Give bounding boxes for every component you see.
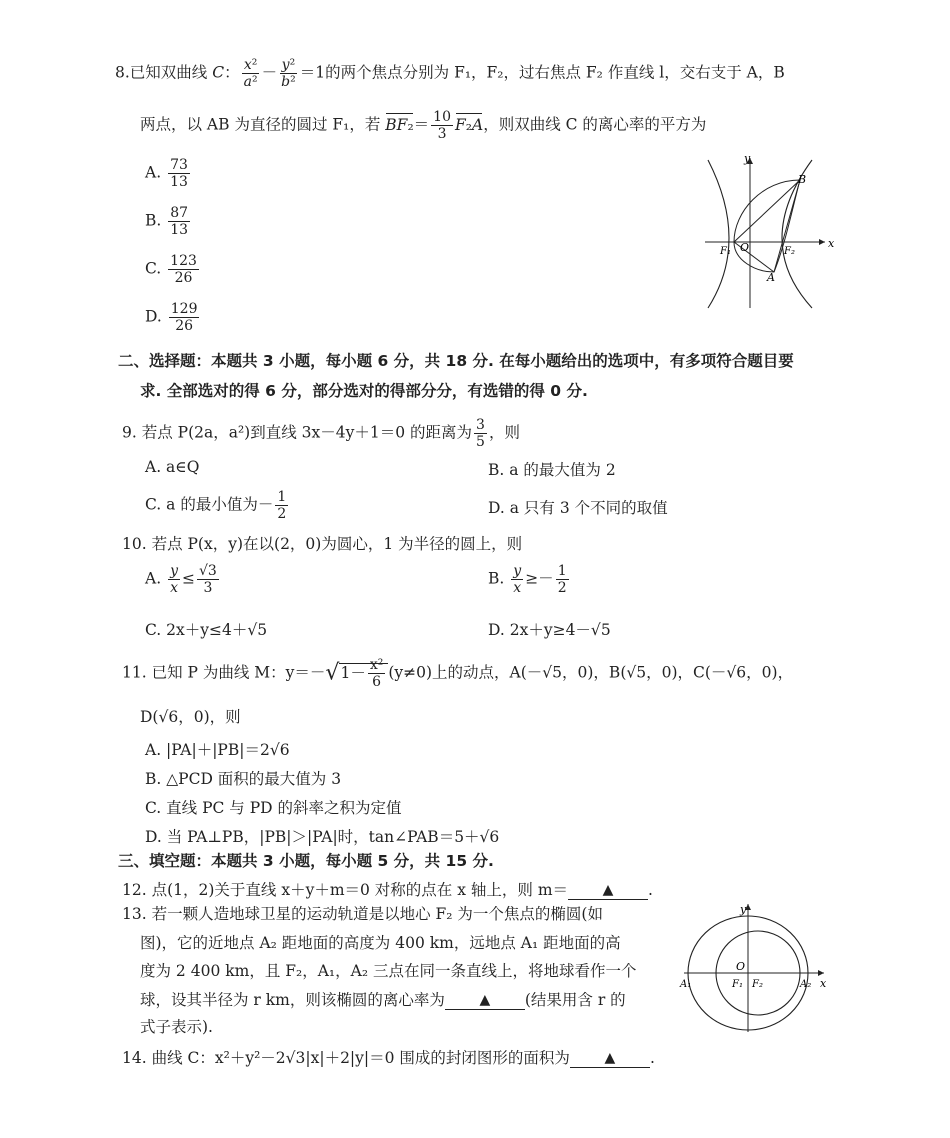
q14-stem-end: . bbox=[649, 1049, 655, 1068]
hyperbola-left-branch bbox=[708, 160, 729, 308]
label-f1: F₁ bbox=[720, 246, 731, 257]
q8-vector-f2a: F₂A bbox=[455, 115, 484, 134]
label-f1: F₁ bbox=[732, 979, 743, 990]
label-x: x bbox=[828, 237, 835, 250]
q9-option-a[interactable]: A. a∈Q bbox=[145, 458, 200, 476]
q9-option-b[interactable]: B. a 的最大值为 2 bbox=[488, 461, 616, 479]
label-f2: F₂ bbox=[784, 246, 795, 257]
label-x: x bbox=[820, 977, 827, 990]
q9-frac-den: 5 bbox=[476, 434, 485, 450]
label-f2: F₂ bbox=[752, 979, 763, 990]
q13-line4 bbox=[140, 990, 626, 1010]
q11-option-b[interactable]: B. △PCD 面积的最大值为 3 bbox=[145, 770, 342, 788]
triangle-icon: ▲ bbox=[604, 1050, 616, 1066]
q10-option-a[interactable]: A. $\frac{y}{x}$ ≤ $\frac{√3}{3}$ bbox=[145, 563, 217, 596]
q8-line1: 8.已知双曲线 C： $\frac{\text{x²}}{\text{a²}}$ － $\frac{\text{y²}}{\text{b²}}$ ＝1的两个焦点分别为 F₁，F₂，过右焦点 F₂ 作直线 l，交右支于 A，B bbox=[115, 57, 785, 90]
q9-option-c[interactable] bbox=[145, 490, 290, 521]
label-o: O bbox=[736, 960, 746, 973]
q13-line5: 式子表示). bbox=[140, 1018, 213, 1036]
q8-text-d: 两点，以 AB 为直径的圆过 F₁，若 bbox=[140, 115, 381, 134]
q13-answer-blank[interactable] bbox=[445, 990, 525, 1010]
option-den: 26 bbox=[174, 270, 193, 286]
q10-a-den: 3 bbox=[203, 580, 213, 596]
label-y: y bbox=[744, 152, 751, 165]
q10-option-c[interactable]: C. 2x＋y≤4＋√5 bbox=[145, 621, 268, 639]
q14-stem-text: 14. 曲线 C：x²＋y²－2√3|x|＋2|y|＝0 围成的封闭图形的面积为 bbox=[122, 1049, 570, 1068]
q8-frac-y: $\frac{\text{y²}}{\text{b²}}$ bbox=[281, 57, 296, 90]
q11-option-c[interactable]: C. 直线 PC 与 PD 的斜率之积为定值 bbox=[145, 799, 402, 817]
label-a2: A₂ bbox=[800, 979, 812, 990]
x-axis-arrow bbox=[818, 970, 824, 976]
q8-option-a[interactable] bbox=[145, 158, 192, 189]
segment-ab bbox=[774, 180, 800, 272]
q8-line2: 两点，以 AB 为直径的圆过 F₁，若 BF₂＝ $\frac{10}{3}$ F₂A，则双曲线 C 的离心率的平方为 bbox=[140, 109, 707, 142]
q13-line4-end: (结果用含 r 的 bbox=[524, 991, 626, 1010]
q8-option-c[interactable] bbox=[145, 254, 201, 285]
q10-b-num: 1 bbox=[557, 563, 567, 579]
q9-stem-text: 9. 若点 P(2a，a²)到直线 3x－4y＋1＝0 的距离为 bbox=[122, 423, 473, 442]
q8-frac-10-3: $\frac{10}{3}$ bbox=[433, 109, 451, 142]
q10-a-num: √3 bbox=[198, 563, 217, 579]
q8-curve-name: C bbox=[212, 63, 225, 82]
q8-number: 8. bbox=[115, 63, 130, 82]
label-y: y bbox=[740, 903, 747, 916]
triangle-icon: ▲ bbox=[602, 882, 614, 898]
option-num: 123 bbox=[170, 253, 197, 269]
x-axis-arrow bbox=[819, 239, 825, 245]
circle-ab bbox=[734, 180, 800, 272]
triangle-icon: ▲ bbox=[479, 992, 491, 1008]
option-den: 13 bbox=[170, 222, 189, 238]
q10-b-relation: ≥－ bbox=[525, 569, 554, 588]
q10-option-b[interactable]: B. $\frac{y}{x}$ ≥－ $\frac{1}{2}$ bbox=[488, 563, 567, 596]
option-num: 73 bbox=[170, 157, 188, 173]
option-label: D. bbox=[145, 307, 162, 326]
q10-option-d[interactable]: D. 2x＋y≥4－√5 bbox=[488, 621, 611, 639]
option-den: 26 bbox=[175, 318, 194, 334]
q8-text-a: 已知双曲线 bbox=[129, 63, 208, 82]
q12-stem bbox=[122, 880, 653, 900]
q9-stem bbox=[122, 418, 520, 449]
q13-line1: 13. 若一颗人造地球卫星的运动轨道是以地心 F₂ 为一个焦点的椭圆(如 bbox=[122, 905, 603, 923]
q9-c-num: 1 bbox=[277, 489, 287, 505]
q9-stem-end: ，则 bbox=[488, 423, 520, 442]
option-num: 129 bbox=[170, 301, 198, 317]
q8-option-b[interactable] bbox=[145, 206, 192, 237]
option-label: A. bbox=[145, 569, 162, 588]
q8-text-b: 的两个焦点分别为 bbox=[325, 63, 450, 82]
q14-answer-blank[interactable] bbox=[570, 1048, 650, 1068]
q11-root-den: 6 bbox=[372, 674, 382, 690]
q8-option-d[interactable] bbox=[145, 302, 201, 333]
q13-orbit-figure bbox=[676, 898, 830, 1036]
q11-option-a[interactable]: A. |PA|＋|PB|＝2√6 bbox=[145, 741, 290, 759]
section-2-header-line1: 二、选择题：本题共 3 小题，每小题 6 分，共 18 分. 在每小题给出的选项中，有多项符合题目要 bbox=[118, 352, 794, 370]
q12-stem-end: . bbox=[648, 881, 653, 900]
q8-hyperbola-figure bbox=[700, 150, 840, 312]
q11-stem-b: (y≠0)上的动点，A(－√5，0)，B(√5，0)，C(－√6，0)， bbox=[388, 663, 794, 682]
label-a: A bbox=[767, 271, 775, 284]
q11-line2: D(√6，0)，则 bbox=[140, 708, 241, 726]
option-label: B. bbox=[488, 569, 505, 588]
option-num: 87 bbox=[170, 205, 189, 221]
section-2-header-line2: 求. 全部选对的得 6 分，部分选对的得部分分，有选错的得 0 分. bbox=[140, 382, 588, 400]
q10-a-relation: ≤ bbox=[181, 569, 195, 588]
option-label: C. bbox=[145, 259, 162, 278]
q11-option-d[interactable]: D. 当 PA⊥PB，|PB|＞|PA|时，tan∠PAB＝5＋√6 bbox=[145, 828, 500, 846]
label-a1: A₁ bbox=[680, 979, 692, 990]
q10-b-den: 2 bbox=[557, 580, 567, 596]
q13-line2: 图)，它的近地点 A₂ 距地面的高度为 400 km，远地点 A₁ 距地面的高 bbox=[140, 934, 621, 952]
q13-line3: 度为 2 400 km，且 F₂，A₁，A₂ 三点在同一条直线上，将地球看作一个 bbox=[140, 962, 637, 980]
q12-stem-text: 12. 点(1，2)关于直线 x＋y＋m＝0 对称的点在 x 轴上，则 m＝ bbox=[122, 881, 569, 900]
q8-frac-x: $\frac{\text{x²}}{\text{a²}}$ bbox=[243, 57, 258, 90]
q11-stem: 11. 已知 P 为曲线 M：y＝－√1－ $\frac{\text{x²}}{6}$ (y≠0)上的动点，A(－√5，0)，B(√5，0)，C(－√6，0)， bbox=[122, 657, 794, 690]
section-3-header: 三、填空题：本题共 3 小题，每小题 5 分，共 15 分. bbox=[118, 852, 494, 870]
q9-c-den: 2 bbox=[277, 506, 287, 522]
q13-line4-text: 球，设其半径为 r km，则该椭圆的离心率为 bbox=[140, 991, 445, 1010]
option-den: 13 bbox=[170, 174, 188, 190]
q12-answer-blank[interactable] bbox=[568, 880, 648, 900]
q9-frac-num: 3 bbox=[476, 417, 485, 433]
q8-vector-bf2: BF₂ bbox=[385, 115, 414, 134]
q11-stem-a: 11. 已知 P 为曲线 M：y＝－ bbox=[122, 663, 326, 682]
q10-stem: 10. 若点 P(x，y)在以(2，0)为圆心，1 为半径的圆上，则 bbox=[122, 535, 523, 553]
q11-root-num: x² bbox=[369, 657, 384, 673]
q8-text-c: ，过右焦点 F₂ 作直线 l，交右支于 A，B bbox=[503, 63, 785, 82]
q9-option-d[interactable]: D. a 只有 3 个不同的取值 bbox=[488, 499, 668, 517]
option-label: B. bbox=[145, 211, 162, 230]
q14-stem bbox=[122, 1048, 655, 1068]
label-b: B bbox=[798, 173, 807, 186]
q8-text-e: ，则双曲线 C 的离心率的平方为 bbox=[483, 115, 707, 134]
label-o: O bbox=[740, 241, 750, 254]
q11-root-a: 1－ bbox=[340, 663, 366, 682]
option-label: A. bbox=[145, 163, 162, 182]
q8-foci: F₁，F₂ bbox=[454, 63, 504, 82]
q9-option-c-text: C. a 的最小值为－ bbox=[145, 495, 274, 514]
q11-radical bbox=[339, 657, 388, 690]
